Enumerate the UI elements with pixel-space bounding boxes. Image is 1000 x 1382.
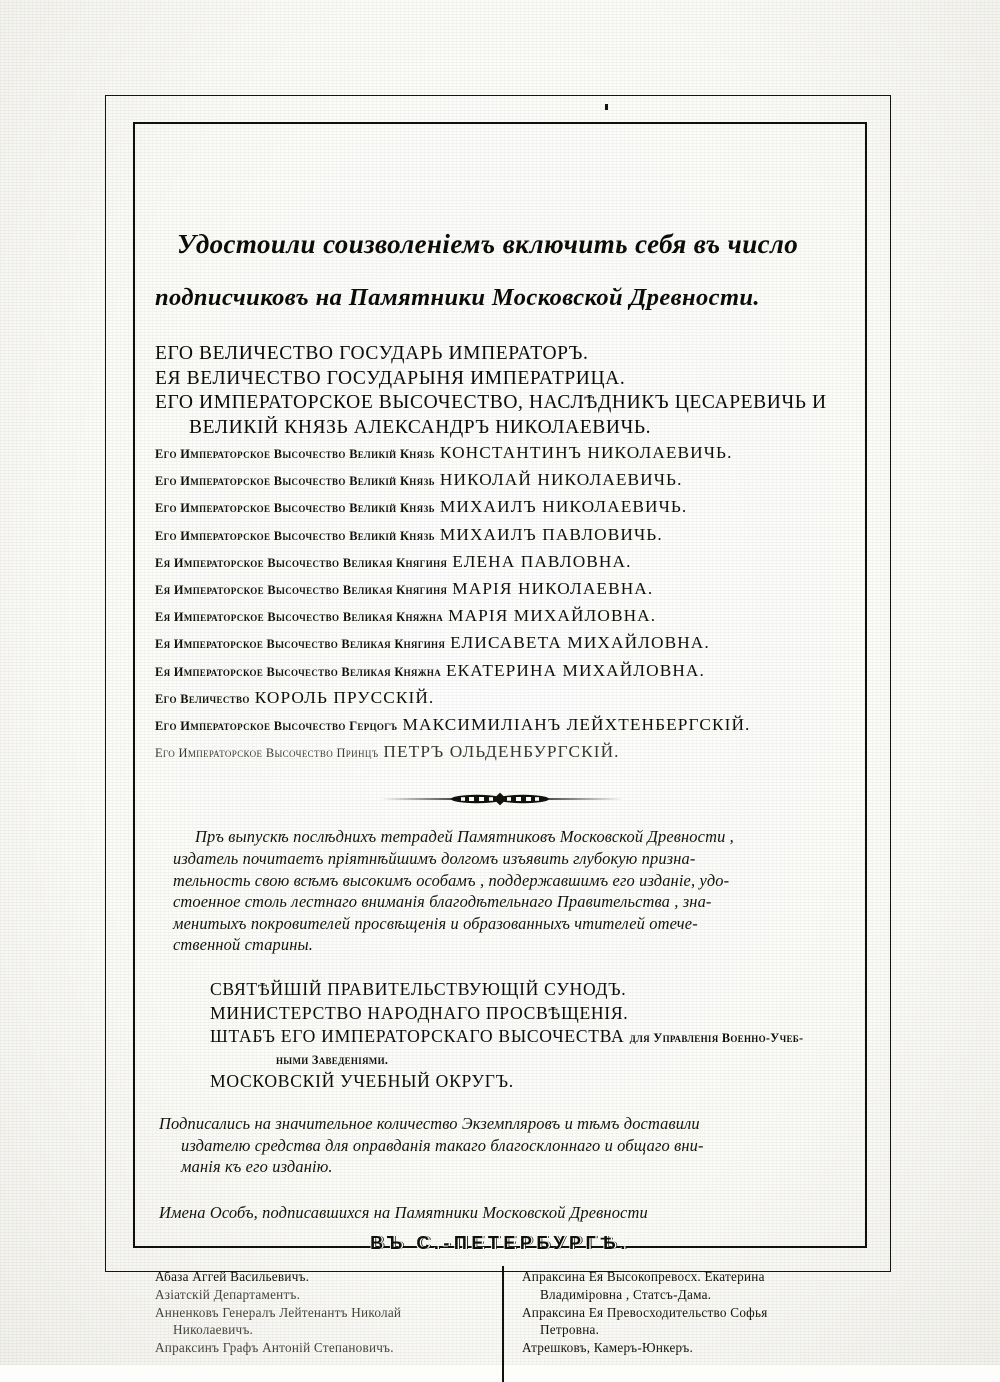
city-banner: ВЪ С.-ПЕТЕРБУРГѢ. [370, 1233, 630, 1254]
highness-title: Его Величество [155, 691, 250, 706]
majesty-line: ЕГО ВЕЛИЧЕСТВО ГОСУДАРЬ ИМПЕРАТОРЪ. [155, 343, 589, 364]
majesty-line: ЕГО ИМПЕРАТОРСКОЕ ВЫСОЧЕСТВО, НАСЛѢДНИКЪ ЦЕСАРЕВИЧЬ И [155, 392, 827, 413]
list-item: Азіатскій Департаментъ. [155, 1286, 301, 1302]
paragraph-line: Подписались на значительное количество Экземпляровъ и тѣмъ доставили [159, 1114, 700, 1133]
highness-name: ПЕТРЪ ОЛЬДЕНБУРГСКІЙ. [383, 742, 620, 762]
highness-row [155, 630, 845, 657]
institution-continuation: ными Заведеніями. [276, 1052, 389, 1067]
printers-ornament-icon [375, 792, 625, 806]
list-item: Анненковъ Генералъ Лейтенантъ Николай [155, 1304, 402, 1320]
paragraph-line: издателю средства для оправданія такаго благосклоннаго и общаго вни- [181, 1135, 704, 1155]
majesty-line: ЕЯ ВЕЛИЧЕСТВО ГОСУДАРЫНЯ ИМПЕРАТРИЦА. [155, 367, 626, 389]
institutions-block [155, 978, 845, 1093]
majesties-block [155, 342, 845, 440]
paragraph-line: тельность свою всѣмъ высокимъ особамъ , поддержавшимъ его изданіе, удо- [173, 870, 730, 890]
highness-title: Его Императорское Высочество Великій Князь [155, 447, 435, 461]
names-intro-line: Имена Особъ, подписавшихся на Памятники Московской Древности [159, 1202, 648, 1222]
paragraph-line: стоенное столь лестнаго вниманія благодѣтельнаго Правительства , зна- [173, 892, 712, 912]
highness-row [155, 712, 845, 739]
institution-line: МОСКОВСКІЙ УЧЕБНЫЙ ОКРУГЪ. [210, 1070, 514, 1091]
institution-line: СВЯТѢЙШІЙ ПРАВИТЕЛЬСТВУЮЩІЙ СУНОДЪ. [210, 979, 627, 999]
highness-title: Ея Императорское Высочество Великая Княгиня [155, 583, 448, 598]
highness-row [155, 522, 845, 549]
subscriber-name-columns [155, 1268, 845, 1356]
paragraph-line: издатель почитаетъ пріятнѣйшимъ долгомъ изъявить глубокую призна- [173, 849, 696, 869]
publisher-acknowledgement-paragraph [155, 826, 845, 956]
paragraph-line: Пръ выпускѣ послѣднихъ тетрадей Памятниковъ Московской Древности , [195, 827, 734, 847]
highness-title: Его Императорское Высочество Герцогъ [155, 719, 398, 734]
highness-name: ЕЛЕНА ПАВЛОВНА. [452, 551, 632, 571]
highness-title: Его Императорское Высочество Принцъ [155, 746, 379, 761]
paragraph-line: манія къ его изданію. [181, 1157, 333, 1177]
highness-title: Ея Императорское Высочество Великая Княжна [155, 664, 441, 679]
highness-row [155, 494, 845, 521]
list-item: Апраксинъ Графъ Антоній Степановичъ. [155, 1339, 394, 1355]
majesty-line: ВЕЛИКІЙ КНЯЗЬ АЛЕКСАНДРЪ НИКОЛАЕВИЧЬ. [189, 416, 652, 438]
highness-title: Ея Императорское Высочество Великая Княжна [155, 610, 444, 625]
highness-row [155, 603, 845, 630]
institution-qualifier: для Управленія Военно-Учеб- [629, 1031, 804, 1045]
ornament-divider [155, 792, 845, 806]
institution-line: МИНИСТЕРСТВО НАРОДНАГО ПРОСВѢЩЕНІЯ. [210, 1002, 629, 1023]
page-title [155, 218, 845, 324]
highness-name: КОНСТАНТИНЪ НИКОЛАЕВИЧЬ. [439, 443, 733, 462]
list-item: Апраксина Ея Высокопревосх. Екатерина [522, 1269, 765, 1285]
highnesses-block [155, 440, 845, 766]
list-item: Абаза Аггей Васильевичъ. [155, 1269, 310, 1285]
list-item: Петровна. [540, 1322, 600, 1338]
list-item: Владиміровна , Статсъ-Дама. [540, 1286, 712, 1302]
highness-name: МИХАИЛЪ НИКОЛАЕВИЧЬ. [439, 497, 688, 517]
page-title-line-2: подписчиковъ на Памятники Московской Древности. [155, 284, 760, 311]
names-intro [155, 1202, 845, 1224]
paragraph-line: ственной старины. [173, 935, 314, 955]
highness-row [155, 549, 845, 576]
highness-row [155, 739, 845, 766]
subscription-volume-paragraph [155, 1113, 845, 1178]
subscriber-column-left [155, 1268, 500, 1356]
highness-name: МАРІЯ НИКОЛАЕВНА. [452, 579, 654, 599]
highness-row [155, 440, 845, 467]
highness-row [155, 685, 845, 712]
highness-name: МАРІЯ МИХАЙЛОВНА. [448, 606, 657, 626]
highness-title: Его Императорское Высочество Великій Князь [155, 528, 435, 543]
highness-title: Его Императорское Высочество Великій Князь [155, 474, 435, 489]
highness-name: МИХАИЛЪ ПАВЛОВИЧЬ. [439, 524, 663, 544]
page-content [155, 150, 845, 1355]
paragraph-line: менитыхъ покровителей просвѣщенія и образованныхъ чтителей отече- [173, 913, 698, 933]
highness-name: КОРОЛЬ ПРУССКІЙ. [254, 687, 435, 707]
list-item: Апраксина Ея Превосходительство Софья [522, 1304, 768, 1320]
ink-speck-mark [605, 104, 608, 110]
highness-row [155, 658, 845, 685]
highness-name: НИКОЛАЙ НИКОЛАЕВИЧЬ. [439, 470, 683, 490]
highness-row [155, 576, 845, 603]
subscriber-column-right [500, 1268, 845, 1356]
highness-name: МАКСИМИЛІАНЪ ЛЕЙХТЕНБЕРГСКІЙ. [402, 715, 751, 735]
institution-line [210, 1025, 845, 1051]
list-item: Николаевичъ. [173, 1322, 254, 1338]
highness-name: ЕЛИСАВЕТА МИХАЙЛОВНА. [450, 633, 710, 653]
highness-title: Ея Императорское Высочество Великая Княгиня [155, 637, 446, 652]
list-item: Атрешковъ, Камеръ-Юнкеръ. [522, 1339, 694, 1355]
highness-row [155, 467, 845, 494]
highness-name: ЕКАТЕРИНА МИХАЙЛОВНА. [446, 660, 705, 680]
highness-title: Ея Императорское Высочество Великая Княгиня [155, 555, 448, 570]
highness-title: Его Императорское Высочество Великій Князь [155, 501, 435, 516]
institution-main: ШТАБЪ ЕГО ИМПЕРАТОРСКАГО ВЫСОЧЕСТВА [210, 1026, 625, 1046]
page-title-line-1: Удостоили соизволеніемъ включить себя въ число [177, 229, 799, 259]
